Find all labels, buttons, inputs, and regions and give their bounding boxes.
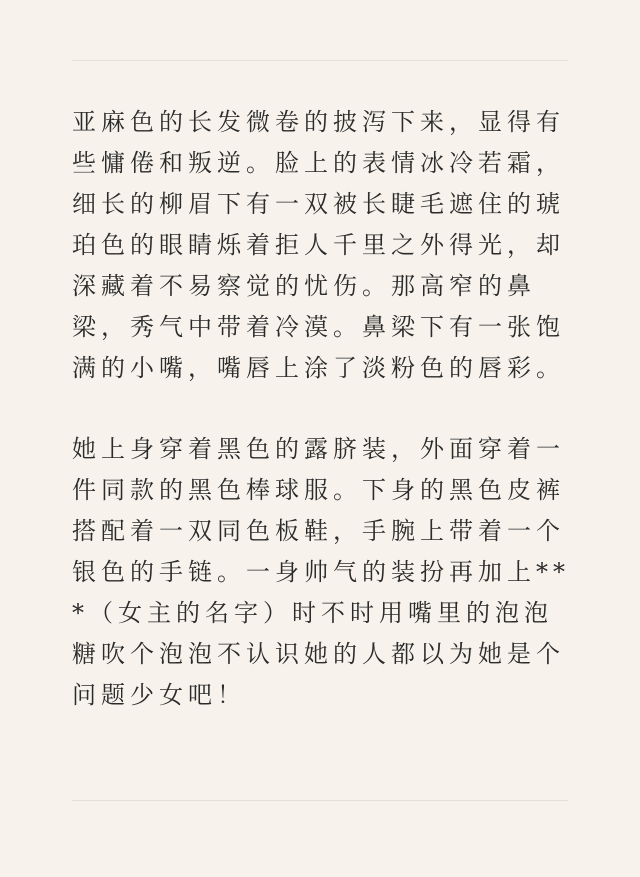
top-divider xyxy=(72,60,568,61)
paragraph-appearance: 亚麻色的长发微卷的披泻下来，显得有些慵倦和叛逆。脸上的表情冰冷若霜，细长的柳眉下有一双被长睫毛遮住的琥珀色的眼睛烁着拒人千里之外得光，却深藏着不易察觉的忧伤。那高窄的鼻梁，秀气中带着冷漠。鼻梁下有一张饱满的小嘴，嘴唇上涂了淡粉色的唇彩。 xyxy=(72,108,565,382)
bottom-divider xyxy=(72,800,568,801)
paragraph-outfit: 她上身穿着黑色的露脐装，外面穿着一件同款的黑色棒球服。下身的黑色皮裤搭配着一双同色板鞋，手腕上带着一个银色的手链。一身帅气的装扮再加上***（女主的名字）时不时用嘴里的泡泡糖吹个泡泡不认识她的人都以为她是个问题少女吧！ xyxy=(72,435,570,709)
article-body xyxy=(72,102,572,716)
